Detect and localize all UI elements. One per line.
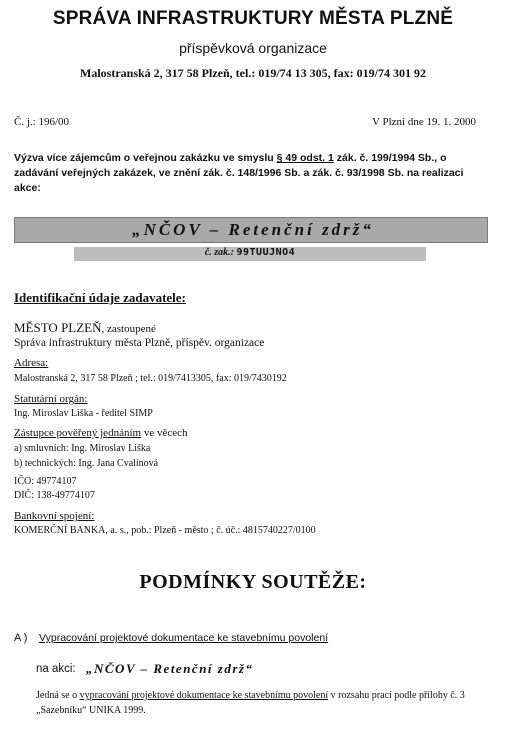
address-value: Malostranská 2, 317 58 Plzeň ; tel.: 019/7413305, fax: 019/7430192 — [14, 373, 287, 384]
section-a-letter: A ) — [14, 632, 28, 644]
bank-label: Bankovní spojení: — [14, 510, 95, 522]
technical-matters: b) technických: Ing. Jana Cvalínová — [14, 458, 159, 469]
representative-label — [14, 427, 188, 439]
action-title: „NČOV – Retenční zdrž“ — [86, 661, 254, 676]
address-label: Adresa: — [14, 357, 49, 369]
organization-address: Malostranská 2, 317 58 Plzeň, tel.: 019/74 13 305, fax: 019/74 301 92 — [80, 66, 426, 80]
invitation-part-2: zák. č. 199/1994 Sb., o zadávání veřejných zakázek, ve znění zák. č. 148/1996 Sb. a zák. č. 93/1998 Sb. na realizaci akce: — [14, 152, 464, 194]
conditions-heading: PODMÍNKY SOUTĚŽE: — [139, 571, 367, 593]
company-id: IČO: 49774107 — [14, 476, 77, 487]
reference-number: Č. j.: 196/00 — [14, 116, 70, 128]
authority-name — [14, 320, 156, 336]
organization-name: SPRÁVA INFRASTRUKTURY MĚSTA PLZNĚ — [52, 8, 454, 29]
identification-heading: Identifikační údaje zadavatele: — [14, 290, 186, 305]
statutory-label: Statutární orgán: — [14, 393, 88, 405]
order-number-label: č. zak.: — [204, 247, 234, 258]
note-part-1: Jedná se o — [36, 690, 80, 701]
representative-label-suffix: ve věcech — [141, 427, 188, 439]
represented-by: Správa infrastruktury města Plzně, příspěv. organizace — [14, 337, 265, 349]
project-title: „NČOV – Retenční zdrž“ — [132, 220, 374, 239]
order-number-value: 99TUUJNO4 — [236, 247, 296, 258]
law-section-link[interactable]: § 49 odst. 1 — [276, 152, 334, 164]
authority-name-suffix: , zastoupené — [101, 323, 156, 335]
invitation-text — [14, 151, 484, 196]
representative-label-text: Zástupce pověřený jednáním — [14, 427, 142, 439]
section-a-title: Vypracování projektové dokumentace ke stavebnímu povolení — [39, 632, 329, 644]
order-number — [74, 247, 426, 258]
action-prefix: na akci: — [36, 663, 76, 675]
organization-subtitle: příspěvková organizace — [179, 40, 327, 56]
place-and-date: V Plzni dne 19. 1. 2000 — [372, 116, 476, 128]
invitation-part-1: Výzva více zájemcům o veřejnou zakázku ve smyslu — [14, 152, 277, 164]
bank-value: KOMERČNÍ BANKA, a. s., pob.: Plzeň - město ; č. úč.: 4815740227/0100 — [14, 525, 316, 536]
contract-matters: a) smluvních: Ing. Miroslav Liška — [14, 443, 151, 454]
authority-name-text: MĚSTO PLZEŇ — [14, 320, 102, 335]
note-link[interactable]: vypracování projektové dokumentace ke stavebnímu povolení — [79, 690, 329, 701]
statutory-value: Ing. Miroslav Liška - ředitel SIMP — [14, 408, 153, 419]
tax-id: DIČ: 138-49774107 — [14, 490, 95, 501]
section-a-note — [36, 688, 488, 718]
note-part-2: v rozsahu prací podle přílohy č. 3 „Sazebníku“ UNIKA 1999. — [36, 690, 465, 716]
